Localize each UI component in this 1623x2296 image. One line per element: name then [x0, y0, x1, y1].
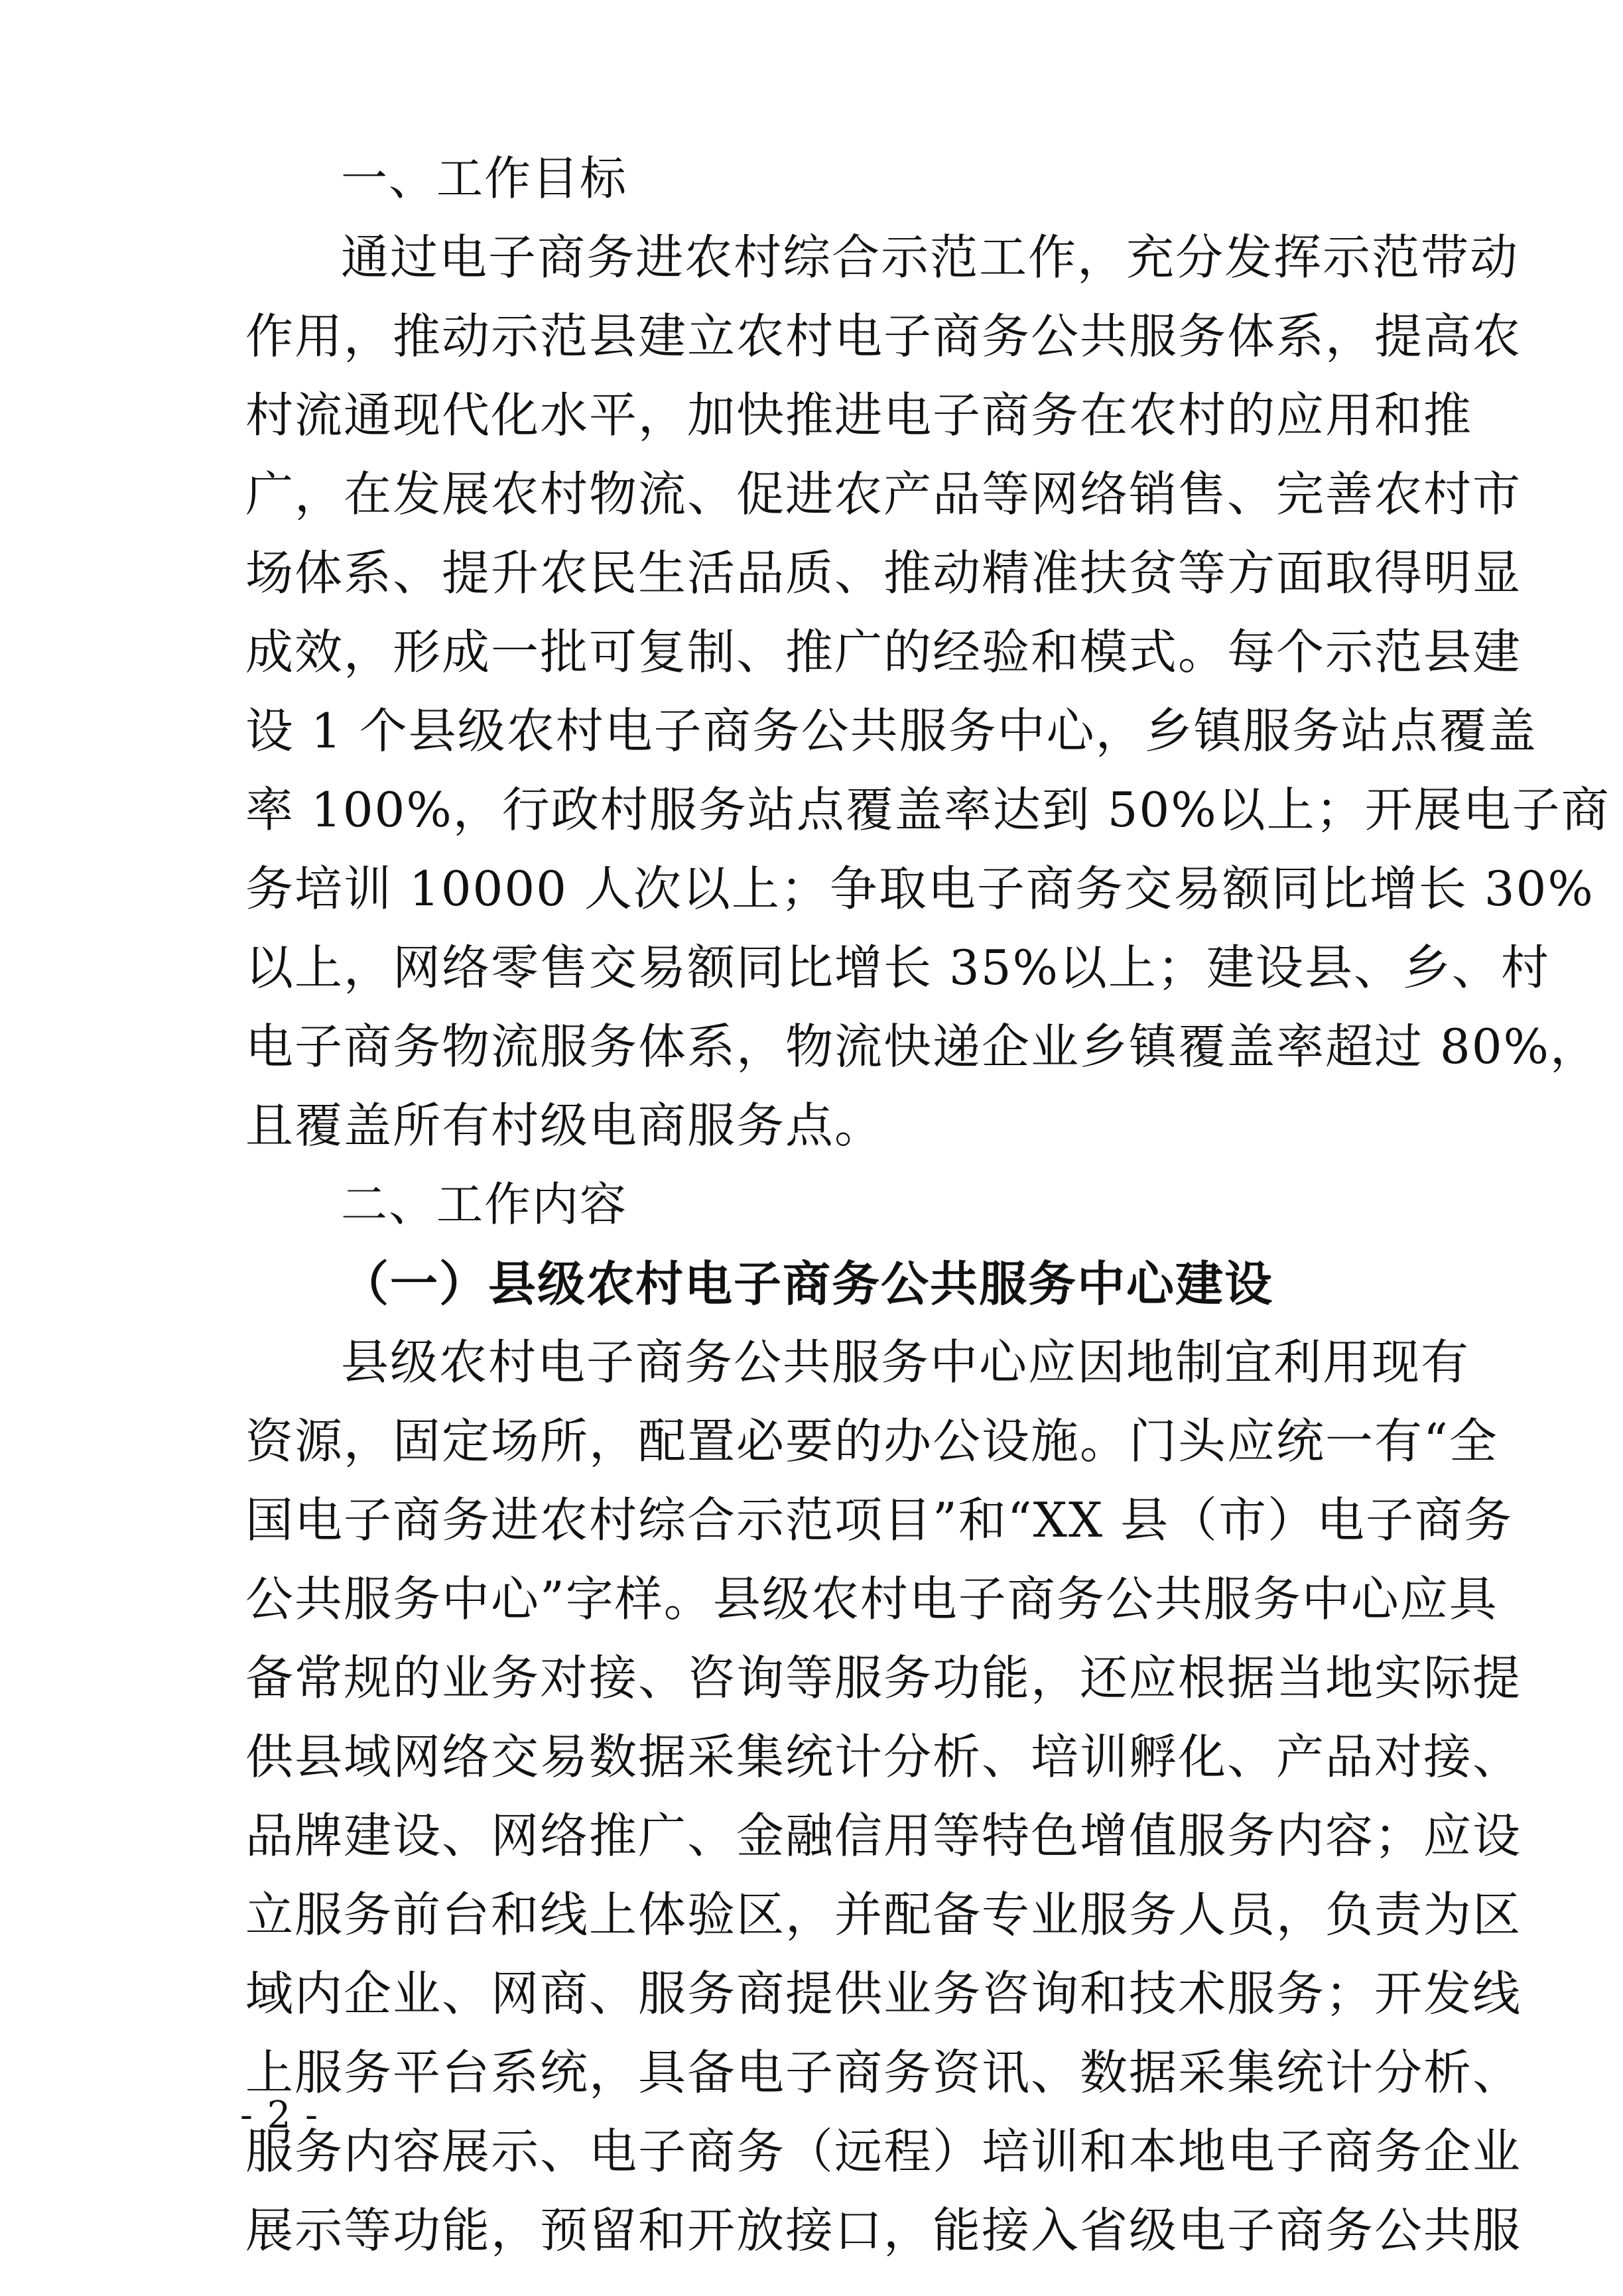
paragraph-line: 且覆盖所有村级电商服务点。	[245, 1098, 884, 1153]
page-number: - 2 -	[240, 2094, 320, 2137]
section-heading-goals: 一、工作目标	[341, 151, 627, 206]
paragraph-line: 域内企业、网商、服务商提供业务咨询和技术服务；开发线	[245, 1966, 1522, 2021]
paragraph-line: 服务内容展示、电子商务（远程）培训和本地电子商务企业	[245, 2124, 1522, 2179]
paragraph-line: 展示等功能，预留和开放接口，能接入省级电子商务公共服	[245, 2202, 1522, 2258]
paragraph-line: 县级农村电子商务公共服务中心应因地制宜利用现有	[341, 1334, 1470, 1390]
paragraph-line: 务培训 10000 人次以上；争取电子商务交易额同比增长 30%	[245, 861, 1594, 917]
paragraph-line: 场体系、提升农民生活品质、推动精准扶贫等方面取得明显	[245, 545, 1522, 601]
document-body	[245, 139, 1610, 2270]
paragraph-line: 通过电子商务进农村综合示范工作，充分发挥示范带动	[341, 229, 1520, 285]
paragraph-line: 国电子商务进农村综合示范项目”和“XX 县（市）电子商务	[245, 1492, 1514, 1548]
paragraph-line: 率 100%，行政村服务站点覆盖率达到 50%以上；开展电子商	[245, 782, 1610, 838]
subsection-heading: （一）县级农村电子商务公共服务中心建设	[341, 1255, 1274, 1312]
paragraph-line: 供县域网络交易数据采集统计分析、培训孵化、产品对接、	[245, 1729, 1522, 1785]
paragraph-line: 成效，形成一批可复制、推广的经验和模式。每个示范县建	[245, 624, 1522, 680]
paragraph-line: 公共服务中心”字样。县级农村电子商务公共服务中心应具	[245, 1571, 1498, 1627]
paragraph-line: 上服务平台系统，具备电子商务资讯、数据采集统计分析、	[245, 2045, 1522, 2100]
paragraph-line: 资源，固定场所，配置必要的办公设施。门头应统一有“全	[245, 1413, 1498, 1469]
paragraph-line: 广，在发展农村物流、促进农产品等网络销售、完善农村市	[245, 466, 1522, 522]
paragraph-line: 电子商务物流服务体系，物流快递企业乡镇覆盖率超过 80%，	[245, 1019, 1599, 1074]
section-heading-content: 二、工作内容	[341, 1177, 627, 1232]
paragraph-line: 立服务前台和线上体验区，并配备专业服务人员，负责为区	[245, 1887, 1522, 1943]
paragraph-line: 设 1 个县级农村电子商务公共服务中心，乡镇服务站点覆盖	[245, 703, 1537, 759]
paragraph-line: 作用，推动示范县建立农村电子商务公共服务体系，提高农	[245, 308, 1522, 364]
paragraph-line: 备常规的业务对接、咨询等服务功能，还应根据当地实际提	[245, 1650, 1522, 1706]
paragraph-line: 以上，网络零售交易额同比增长 35%以上；建设县、乡、村	[245, 940, 1550, 995]
paragraph-line: 品牌建设、网络推广、金融信用等特色增值服务内容；应设	[245, 1808, 1522, 1864]
paragraph-line: 村流通现代化水平，加快推进电子商务在农村的应用和推	[245, 387, 1473, 443]
